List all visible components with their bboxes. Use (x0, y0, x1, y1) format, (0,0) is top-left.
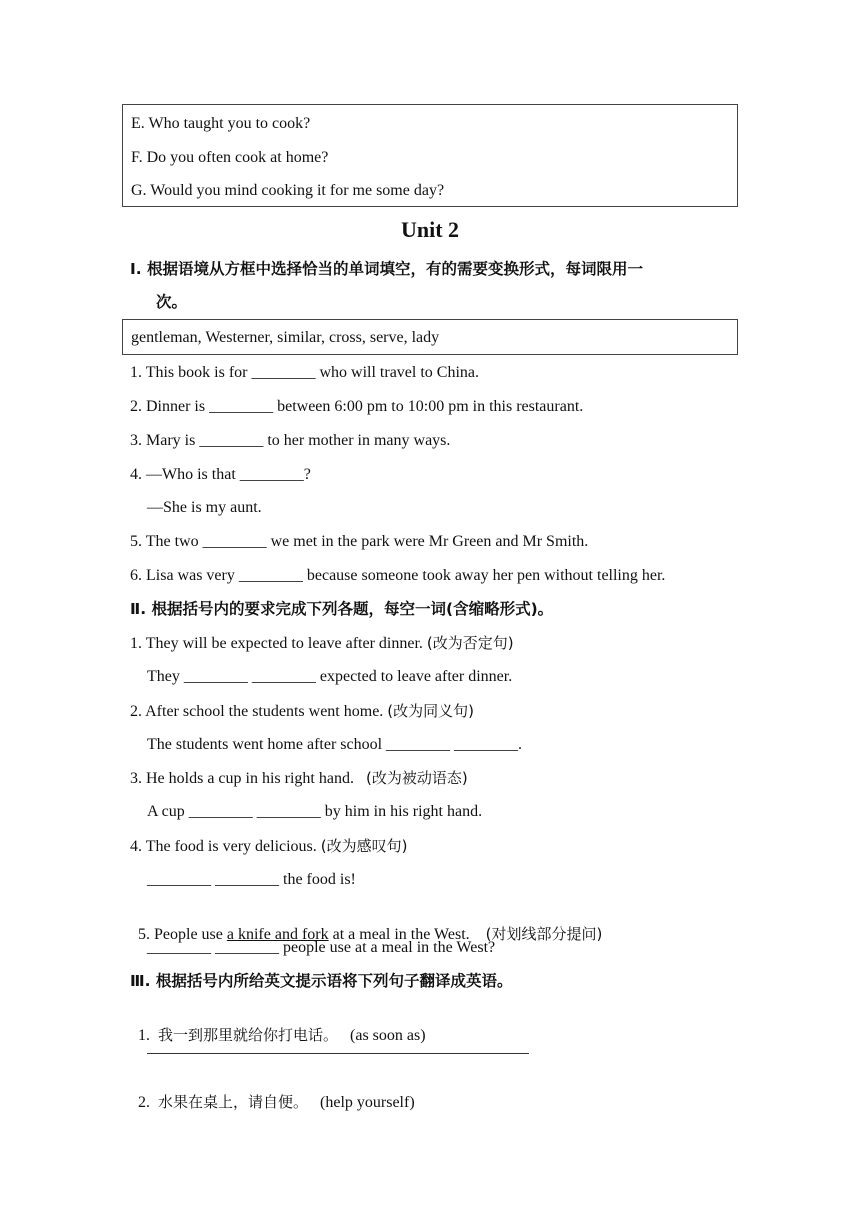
part2-q5-post: at a meal in the West. (328, 926, 486, 943)
part1-q2: 2. Dinner is ________ between 6:00 pm to 10:00 pm in this restaurant. (130, 398, 584, 415)
part2-q2-text: 2. After school the students went home. (130, 703, 388, 720)
part3-q1 (130, 1005, 426, 1046)
option-e: E. Who taught you to cook? (131, 115, 311, 132)
part1-q6: 6. Lisa was very ________ because someone took away her pen without telling her. (130, 567, 666, 584)
part1-heading-cont: 次。 (156, 293, 188, 311)
part2-q4-answer: ________ ________ the food is! (147, 871, 356, 888)
part2-q2 (130, 701, 474, 722)
part3-q1-chinese: 我一到那里就给你打电话。 (158, 1026, 339, 1044)
part2-q5-note: (对划线部分提问) (485, 925, 603, 943)
part1-q1: 1. This book is for ________ who will travel to China. (130, 364, 480, 381)
part2-q5-pre: 5. People use (138, 926, 227, 943)
part1-q4-reply: —She is my aunt. (147, 499, 262, 516)
part2-q1-answer: They ________ ________ expected to leave after dinner. (147, 668, 513, 685)
part1-q3: 3. Mary is ________ to her mother in many ways. (130, 432, 451, 449)
part3-q1-num: 1. (138, 1027, 158, 1044)
part3-q2-num: 2. (138, 1094, 158, 1111)
part1-q5: 5. The two ________ we met in the park were Mr Green and Mr Smith. (130, 533, 589, 550)
part1-q4: 4. —Who is that ________? (130, 466, 311, 483)
option-g: G. Would you mind cooking it for me some day? (131, 182, 445, 199)
part2-q4-note: (改为感叹句) (320, 837, 408, 855)
part2-heading: Ⅱ. 根据括号内的要求完成下列各题，每空一词(含缩略形式)。 (130, 600, 554, 618)
part2-q4-text: 4. The food is very delicious. (130, 838, 321, 855)
part2-q3-text: 3. He holds a cup in his right hand. (130, 770, 366, 787)
option-f: F. Do you often cook at home? (131, 149, 329, 166)
part2-q1 (130, 633, 514, 654)
part3-q1-hint: (as soon as) (338, 1027, 426, 1044)
part2-q1-text: 1. They will be expected to leave after dinner. (130, 635, 427, 652)
word-box (122, 319, 738, 355)
unit-title: Unit 2 (400, 217, 460, 242)
part3-q2-hint: (help yourself) (308, 1094, 415, 1111)
word-list: gentleman, Westerner, similar, cross, serve, lady (131, 329, 440, 346)
part2-q3-note: (改为被动语态) (365, 769, 468, 787)
options-box (122, 104, 738, 207)
part2-q2-note: (改为同义句) (387, 702, 475, 720)
part3-q1-answer-line (147, 1053, 529, 1054)
part2-q1-note: (改为否定句) (426, 634, 514, 652)
part2-q4 (130, 836, 408, 857)
part2-q5-underlined: a knife and fork (226, 926, 329, 943)
part2-q3-answer: A cup ________ ________ by him in his right hand. (147, 803, 483, 820)
part1-heading: Ⅰ. 根据语境从方框中选择恰当的单词填空，有的需要变换形式，每词限用一 (130, 260, 644, 278)
part2-q3 (130, 768, 468, 789)
part2-q2-answer: The students went home after school ________ ________. (147, 736, 523, 753)
part3-heading: Ⅲ. 根据括号内所给英文提示语将下列句子翻译成英语。 (130, 972, 513, 990)
part3-q2-chinese: 水果在桌上，请自便。 (158, 1093, 309, 1111)
part2-q5-answer: ________ ________ people use at a meal in the West? (147, 939, 496, 956)
part3-q2 (130, 1072, 415, 1113)
